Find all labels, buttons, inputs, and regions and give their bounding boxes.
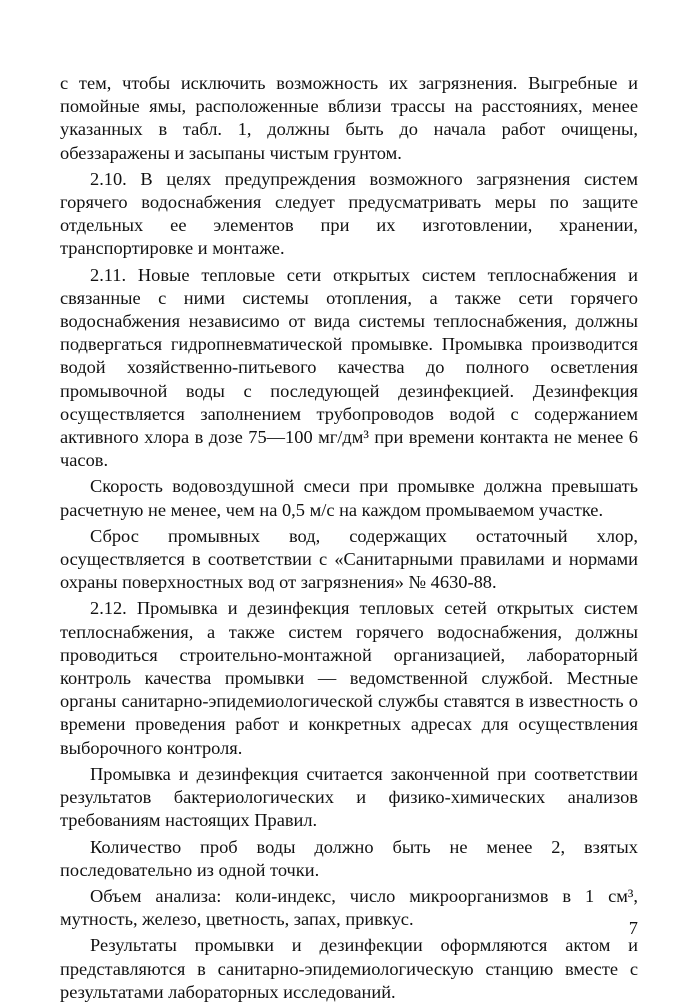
paragraph-flow-speed: Скорость водовоздушной смеси при промывке должна превышать расчетную не менее, чем на 0,5 м/с на каждом промываемом участке. xyxy=(60,476,638,520)
paragraph-results-reporting: Результаты промывки и дезинфекции оформляются актом и представляются в санитарно-эпидемиологическую станцию вместе с результатами лабораторных исследований. xyxy=(60,935,638,1002)
page-number: 7 xyxy=(628,918,638,938)
paragraph-wastewater-discharge: Сброс промывных вод, содержащих остаточный хлор, осуществляется в соответствии с «Санитарными правилами и нормами охраны поверхностных вод от загрязнения» № 4630-88. xyxy=(60,525,638,593)
document-body xyxy=(60,72,638,1004)
paragraph-sample-count: Количество проб воды должно быть не менее 2, взятых последовательно из одной точки. xyxy=(60,836,638,880)
paragraph-2-11: 2.11. Новые тепловые сети открытых систем теплоснабжения и связанные с ними системы отопления, а также сети горячего водоснабжения независимо от вида системы теплоснабжения, должны подвергаться гидропневматической промывке. Промывка производится водой хозяйственно-питьевого качества до полного осветления промывочной воды с последующей дезинфекцией. Дезинфекция осуществляется заполнением трубопроводов водой с содержанием активного хлора в дозе 75—100 мг/дм³ при времени контакта не менее 6 часов. xyxy=(60,264,638,471)
paragraph-completion-criteria: Промывка и дезинфекция считается законченной при соответствии результатов бактериологических и физико-химических анализов требованиям настоящих Правил. xyxy=(60,763,638,831)
paragraph-continuation: с тем, чтобы исключить возможность их загрязнения. Выгребные и помойные ямы, расположенные вблизи трассы на расстояниях, менее указанных в табл. 1, должны быть до начала работ очищены, обеззаражены и засыпаны чистым грунтом. xyxy=(60,73,638,163)
paragraph-analysis-scope: Объем анализа: коли-индекс, число микроорганизмов в 1 см³, мутность, железо, цветность, запах, привкус. xyxy=(60,885,638,930)
paragraph-2-10: 2.10. В целях предупреждения возможного загрязнения систем горячего водоснабжения следует предусматривать меры по защите отдельных ее элементов при их изготовлении, хранении, транспортировке и монтаже. xyxy=(60,168,638,259)
paragraph-2-12: 2.12. Промывка и дезинфекция тепловых сетей открытых систем теплоснабжения, а также систем горячего водоснабжения, должны проводиться строительно-монтажной организацией, лабораторный контроль качества промывки — ведомственной службой. Местные органы санитарно-эпидемиологической службы ставятся в известность о времени проведения работ и конкретных адресах для осуществления выборочного контроля. xyxy=(60,598,638,758)
